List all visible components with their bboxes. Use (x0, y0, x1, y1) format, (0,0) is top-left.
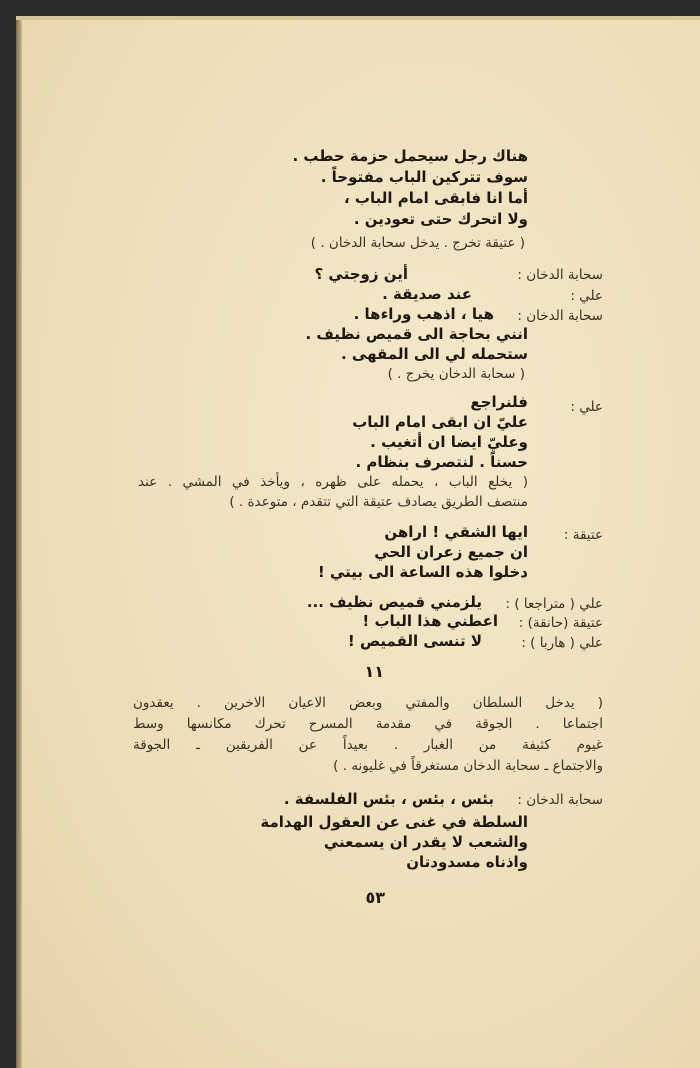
speaker-name: سحابة الدخان : (517, 267, 603, 283)
dialogue-line: عند صديقة . (382, 285, 472, 303)
speaker-name: علي ( متراجعا ) : (505, 596, 603, 612)
page-number: ٥٣ (365, 888, 385, 907)
scene-number: ١١ (364, 662, 384, 681)
stage-direction: منتصف الطريق يصادف عتيقة التي تتقدم ، متوعدة . ) (229, 494, 528, 510)
dialogue-line: ستحمله لي الى المقهى . (340, 345, 528, 363)
speaker-name: سحابة الدخان : (517, 792, 603, 808)
page-binding-edge (16, 16, 22, 1068)
dialogue-line: دخلوا هذه الساعة الى بيتي ! (317, 563, 528, 581)
stage-direction: غيوم كثيفة من الغبار . بعيداً عن الفريقين ـ الجوقة (133, 737, 603, 753)
dialogue-line: والشعب لا يقدر ان يسمعني (323, 833, 528, 851)
stage-direction: ( يخلع الباب ، يحمله على ظهره ، ويأخذ في المشي . عند (138, 474, 528, 490)
dialogue-line: ايها الشقي ! اراهن (384, 523, 528, 541)
speaker-name: علي ( هاربا ) : (521, 635, 603, 651)
speaker-name: سحابة الدخان : (517, 308, 603, 324)
verse-line: سوف تتركين الباب مفتوحاً . (320, 168, 528, 186)
speaker-name: عتيقة : (563, 527, 603, 543)
dialogue-line: عليّ ان ابقى امام الباب (352, 413, 528, 431)
dialogue-line: هيا ، اذهب وراءها . (353, 305, 494, 323)
dialogue-line: لا تنسى القميص ! (347, 632, 482, 650)
dialogue-line: واذناه مسدودتان (406, 853, 528, 871)
dialogue-line: فلنراجع (470, 393, 528, 411)
dialogue-line: يلزمني قميص نظيف ... (306, 593, 482, 611)
dialogue-line: ان جميع زعران الحي (374, 543, 528, 561)
speaker-name: علي : (570, 399, 603, 415)
dialogue-line: بئس ، بئس ، بئس الفلسفة . (283, 790, 494, 808)
dialogue-line: وعليّ ايضا ان أتغيب . (370, 433, 528, 451)
stage-direction: والاجتماع ـ سحابة الدخان مستغرقاً في غليونه . ) (333, 758, 603, 774)
verse-line: أما انا فابقى امام الباب ، (344, 189, 528, 207)
stage-direction: ( سحابة الدخان يخرج . ) (387, 366, 525, 382)
verse-line: ولا اتحرك حتى تعودين . (353, 210, 528, 228)
dialogue-line: اعطني هذا الباب ! (362, 612, 498, 630)
stage-direction: ( يدخل السلطان والمفتي وبعض الاعيان الاخرين . يعقدون (133, 695, 603, 711)
stage-direction: اجتماعا . الجوقة في مقدمة المسرح تحرك مكانسها وسط (133, 716, 603, 732)
verse-line: هناك رجل سيحمل حزمة حطب . (292, 147, 528, 165)
speaker-name: عتيقة (حانقة) : (518, 615, 603, 631)
stage-direction: ( عتيقة تخرج . يدخل سحابة الدخان . ) (310, 235, 525, 251)
dialogue-line: أين زوجتي ؟ (314, 265, 408, 283)
dialogue-line: حسناً . لنتصرف بنظام . (355, 453, 528, 471)
speaker-name: علي : (570, 288, 603, 304)
dialogue-line: السلطة في غنى عن العقول الهدامة (260, 813, 528, 831)
page-top-edge (16, 16, 700, 20)
dialogue-line: انني بحاجة الى قميص نظيف . (305, 325, 528, 343)
